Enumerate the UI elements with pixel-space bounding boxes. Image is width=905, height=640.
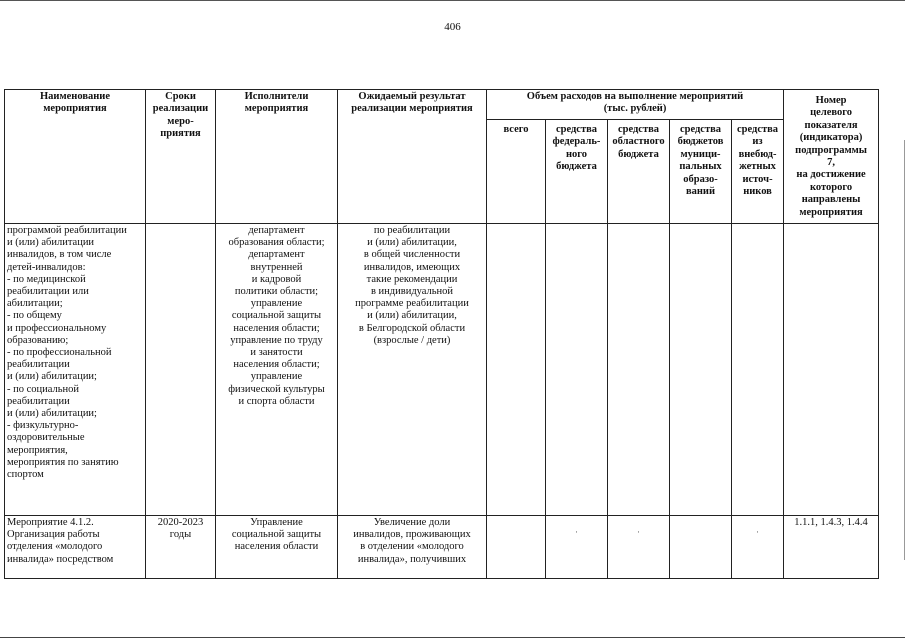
header-total: всего	[487, 120, 546, 224]
header-regional: средства областного бюджета	[608, 120, 670, 224]
header-result: Ожидаемый результат реализации мероприятия	[338, 90, 487, 224]
activities-table	[4, 89, 879, 579]
cell-federal	[546, 224, 608, 516]
header-federal: средства федераль- ного бюджета	[546, 120, 608, 224]
cell-federal	[546, 516, 608, 579]
table-row	[5, 224, 879, 516]
cell-municipal	[670, 516, 732, 579]
cell-extra	[732, 224, 784, 516]
cell-terms: 2020-2023 годы	[146, 516, 216, 579]
cell-municipal	[670, 224, 732, 516]
header-municipal: средства бюджетов муници- пальных образо- ваний	[670, 120, 732, 224]
header-expenses: Объем расходов на выполнение мероприятий (тыс. рублей)	[487, 90, 784, 120]
cell-executors: Управление социальной защиты населения области	[216, 516, 338, 579]
scan-border-top	[0, 0, 905, 1]
cell-extra	[732, 516, 784, 579]
scan-dot-extra: ·	[756, 527, 760, 537]
cell-terms	[146, 224, 216, 516]
page-number: 406	[444, 21, 461, 33]
cell-name: Мероприятие 4.1.2. Организация работы отделения «молодого инвалида» посредством	[5, 516, 146, 579]
header-row-main	[5, 90, 879, 120]
cell-result: Увеличение доли инвалидов, проживающих в отделении «молодого инвалида», получивших	[338, 516, 487, 579]
header-executors: Исполнители мероприятия	[216, 90, 338, 224]
cell-result: по реабилитации и (или) абилитации, в общей численности инвалидов, имеющих такие рекомендации в индивидуальной программе реабилитации и (или) абилитации, в Белгородской области (взрослые / дети)	[338, 224, 487, 516]
header-extra: средства из внебюд- жетных источ- ников	[732, 120, 784, 224]
header-name: Наименование мероприятия	[5, 90, 146, 224]
header-indicator: Номер целевого показателя (индикатора) подпрограммы 7, на достижение которого направлены мероприятия	[784, 90, 879, 224]
cell-executors: департамент образования области; департамент внутренней и кадровой политики области; управление социальной защиты населения области; управление по труду и занятости населения области; управление физической культуры и спорта области	[216, 224, 338, 516]
cell-name: программой реабилитации и (или) абилитации инвалидов, в том числе детей-инвалидов: - по медицинской реабилитации или абилитации; - по общему и профессиональному образованию; - по профессиональной реабилитации и (или) абилитации; - по социальной реабилитации и (или) абилитации; - физкультурно- оздоровительные мероприятия, мероприятия по занятию спортом	[5, 224, 146, 516]
cell-regional	[608, 224, 670, 516]
cell-indicator	[784, 224, 879, 516]
scan-dot-regional: ·	[637, 527, 640, 537]
cell-indicator: 1.1.1, 1.4.3, 1.4.4	[784, 516, 879, 579]
cell-regional	[608, 516, 670, 579]
header-terms: Сроки реализации меро- приятия	[146, 90, 216, 224]
cell-total	[487, 224, 546, 516]
table-row	[5, 516, 879, 579]
scan-dot-federal: ·	[575, 527, 578, 537]
scan-border-bottom	[0, 637, 905, 638]
cell-total	[487, 516, 546, 579]
